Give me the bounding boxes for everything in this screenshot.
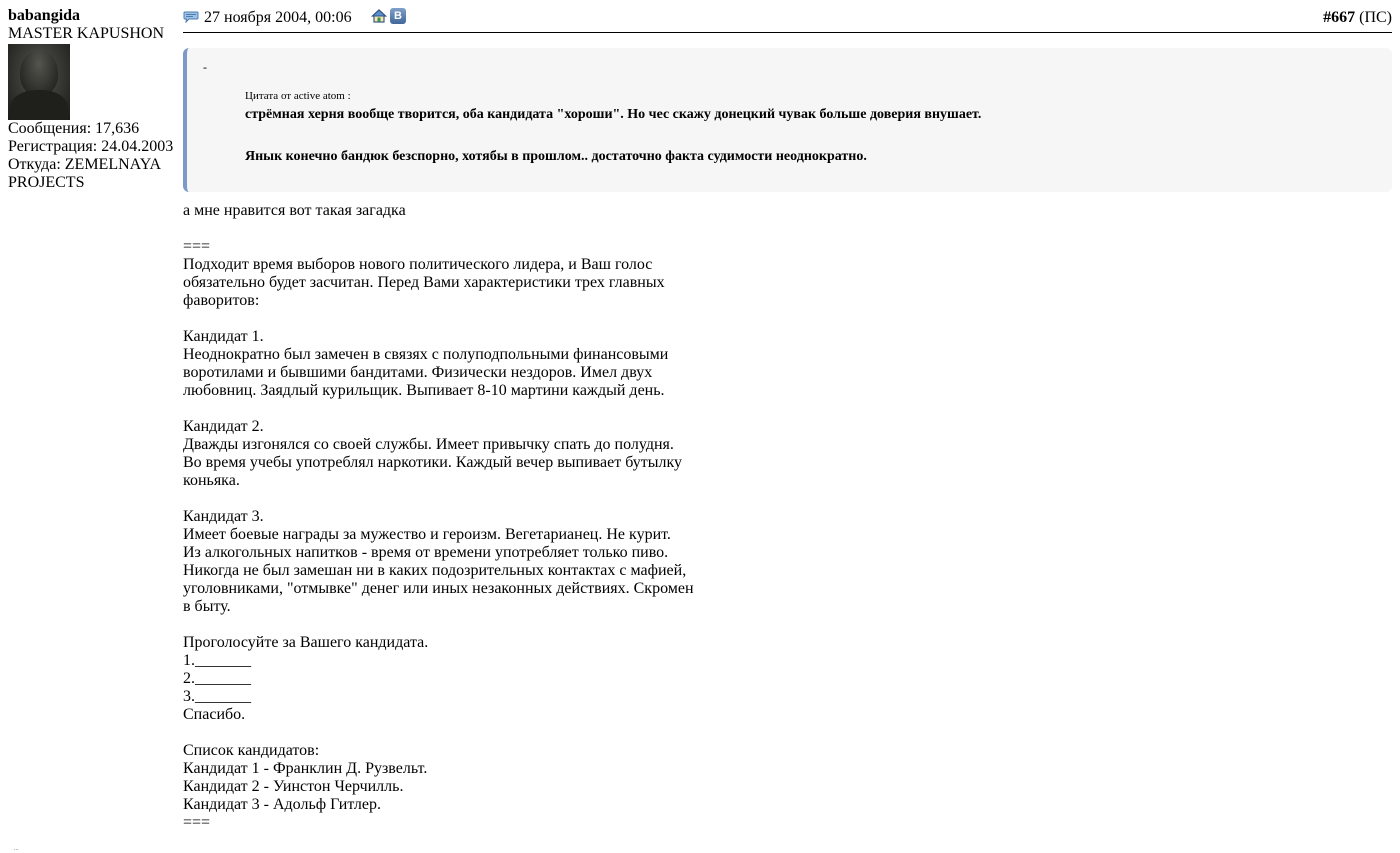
post-body-line: Во время учебы употреблял наркотики. Каждый вечер выпивает бутылку — [183, 454, 683, 471]
post-body-line — [183, 310, 1392, 328]
post-body-line: Имеет боевые награды за мужество и героизм. Вегетарианец. Не курит. — [183, 526, 671, 543]
post-body-line: обязательно будет засчитан. Перед Вами характеристики трех главных — [183, 274, 665, 291]
user-registration-date: Регистрация: 24.04.2003 — [8, 138, 174, 155]
post-body-line: любовниц. Заядлый курильщик. Выпивает 8-10 мартини каждый день. — [183, 382, 665, 399]
post-body-line: === — [183, 814, 211, 831]
username[interactable]: babangida — [8, 7, 81, 24]
post-body-line — [183, 724, 1392, 742]
quote-cite: Цитата от active atom : — [245, 90, 351, 102]
user-rank: MASTER KAPUSHON — [8, 25, 165, 42]
post-body-line: Кандидат 3 - Адольф Гитлер. — [183, 796, 381, 813]
post-icon — [183, 11, 199, 23]
post-body-line: 2._______ — [183, 670, 251, 687]
quote-inner — [245, 89, 1376, 166]
post-body-line: Кандидат 2 - Уинстон Черчилль. — [183, 778, 404, 795]
user-location-cont: PROJECTS — [8, 174, 85, 191]
post-body-line — [183, 490, 1392, 508]
post-body-line: Неоднократно был замечен в связях с полуподпольными финансовыми — [183, 346, 669, 363]
user-info-panel — [8, 7, 178, 192]
user-location: Откуда: ZEMELNAYA — [8, 156, 162, 173]
quote-dash: - — [203, 60, 207, 74]
post-date: 27 ноября 2004, 00:06 — [204, 9, 352, 26]
quote-line-1: стрёмная херня вообще творится, оба кандидата "хороши". Но чес скажу донецкий чувак больше доверия внушает. — [245, 107, 982, 122]
home-icon[interactable] — [371, 8, 387, 24]
quote-line-2: Янык конечно бандюк безспорно, хотябы в прошлом.. достаточно факта судимости неоднократно. — [245, 149, 867, 164]
post-container — [183, 7, 1392, 832]
vkontakte-icon[interactable]: B — [390, 8, 406, 24]
post-body-line: Из алкогольных напитков - время от времени употребляет только пиво. — [183, 544, 669, 561]
post-body-line: Проголосуйте за Вашего кандидата. — [183, 634, 429, 651]
post-body — [183, 202, 1392, 832]
post-number[interactable] — [1323, 7, 1392, 29]
post-body-line — [183, 220, 1392, 238]
post-body-line: коньяка. — [183, 472, 240, 489]
post-body-line: Кандидат 2. — [183, 418, 264, 435]
post-body-line: Кандидат 3. — [183, 508, 264, 525]
post-header — [183, 7, 1392, 33]
post-body-line: фаворитов: — [183, 292, 260, 309]
post-number-suffix: (ПС) — [1355, 9, 1392, 26]
footer-mark: ... — [14, 846, 19, 852]
post-body-line: 3._______ — [183, 688, 251, 705]
post-body-line: Дважды изгонялся со своей службы. Имеет привычку спать до полудня. — [183, 436, 674, 453]
post-number-link[interactable]: #667 — [1323, 9, 1356, 26]
user-post-count: Сообщения: 17,636 — [8, 120, 140, 137]
post-body-line: Кандидат 1. — [183, 328, 264, 345]
post-action-icons — [371, 8, 409, 30]
post-body-line: а мне нравится вот такая загадка — [183, 202, 406, 219]
avatar-body-shape — [10, 90, 68, 120]
post-body-line: Подходит время выборов нового политического лидера, и Ваш голос — [183, 256, 653, 273]
post-body-line: 1._______ — [183, 652, 251, 669]
post-body-line: === — [183, 238, 211, 255]
post-body-line: Спасибо. — [183, 706, 246, 723]
post-body-line: в быту. — [183, 598, 231, 615]
post-body-line: Кандидат 1 - Франклин Д. Рузвельт. — [183, 760, 428, 777]
quote-block — [183, 48, 1392, 192]
avatar[interactable] — [8, 44, 70, 120]
post-body-line: уголовниками, "отмывке" денег или иных незаконных действиях. Скромен — [183, 580, 694, 597]
post-body-line: Список кандидатов: — [183, 742, 320, 759]
post-body-line: Никогда не был замешан ни в каких подозрительных контактах с мафией, — [183, 562, 687, 579]
post-body-line — [183, 400, 1392, 418]
post-body-line — [183, 616, 1392, 634]
post-body-line: воротилами и бывшими бандитами. Физически нездоров. Имел двух — [183, 364, 653, 381]
